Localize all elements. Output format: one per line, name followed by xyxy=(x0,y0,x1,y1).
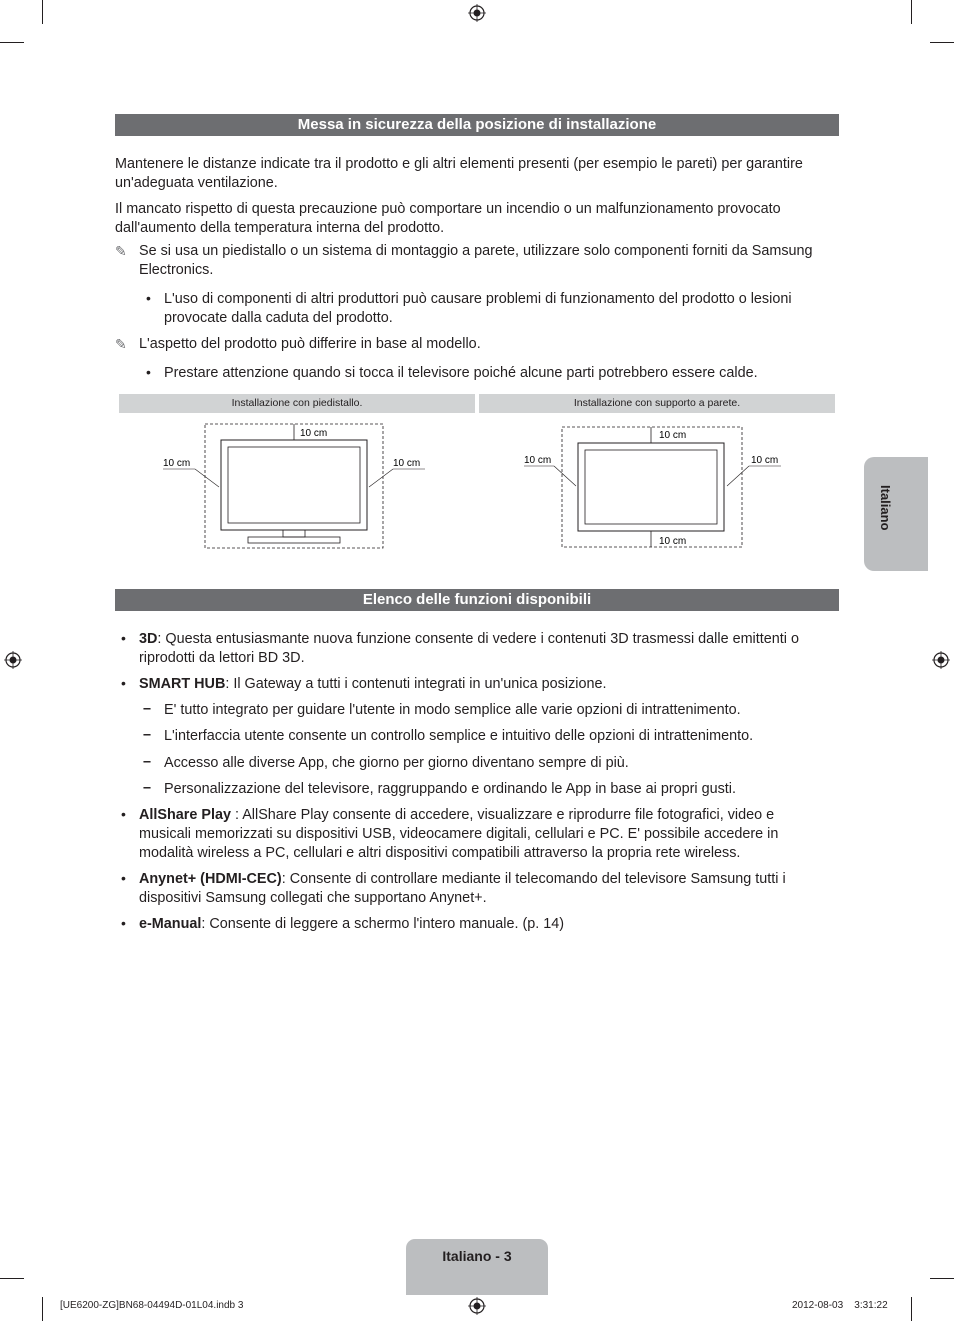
bullet-icon: • xyxy=(121,630,126,646)
bullet-icon: • xyxy=(146,364,151,380)
footer-timestamp: 2012-08-03 3:31:22 xyxy=(792,1300,888,1311)
feature-term: e-Manual xyxy=(139,916,202,932)
smart-hub-subitem: Personalizzazione del televisore, raggruppando e ordinando le App in base ai propri gusti. xyxy=(164,781,736,797)
wall-installation-diagram xyxy=(479,413,835,558)
paragraph-ventilation: Mantenere le distanze indicate tra il prodotto e gli altri elementi presenti (per esempio le pareti) per garantire un'adeguata ventilazione. xyxy=(115,156,803,191)
stand-installation-label: Installazione con piedistallo. xyxy=(119,394,475,413)
registration-mark-icon xyxy=(932,651,950,669)
bullet-hot-parts: Prestare attenzione quando si tocca il televisore poiché alcune parti potrebbero essere calde. xyxy=(164,365,758,381)
distance-label-right: 10 cm xyxy=(393,458,421,469)
feature-description: : Consente di leggere a schermo l'intero manuale. (p. 14) xyxy=(201,916,565,932)
bullet-icon: • xyxy=(121,870,126,886)
distance-label-top: 10 cm xyxy=(659,430,687,441)
language-side-tab xyxy=(864,457,928,571)
smart-hub-subitem: E' tutto integrato per guidare l'utente in modo semplice alle varie opzioni di intrattenimento. xyxy=(164,702,741,718)
page-number-tab xyxy=(406,1239,548,1295)
bullet-other-parts: L'uso di componenti di altri produttori può causare problemi di funzionamento del prodotto o lesioni provocate dalla caduta del prodotto. xyxy=(164,291,792,326)
distance-label-top: 10 cm xyxy=(300,428,328,439)
smart-hub-subitem: L'interfaccia utente consente un controllo semplice e intuitivo delle opzioni di intrattenimento. xyxy=(164,728,754,744)
distance-label-left: 10 cm xyxy=(524,455,552,466)
crop-mark xyxy=(0,42,24,43)
feature-description: : AllShare Play consente di accedere, visualizzare e riprodurre file fotografici, video e musicali memorizzati su dispositivi USB, videocamere digitali, cellulari e PC. E' possibile accedere in modalità wireless a PC, cellulari e altri dispositivi compatibili attraverso la propria rete wireless. xyxy=(139,807,779,861)
page-number: Italiano - 3 xyxy=(442,1248,512,1264)
bullet-icon: • xyxy=(121,806,126,822)
registration-mark-icon xyxy=(4,651,22,669)
feature-description: : Il Gateway a tutti i contenuti integrati in un'unica posizione. xyxy=(225,676,607,692)
bullet-icon: • xyxy=(121,915,126,931)
footer-file-info: [UE6200-ZG]BN68-04494D-01L04.indb 3 xyxy=(60,1300,244,1311)
feature-term: 3D xyxy=(139,631,158,647)
crop-mark xyxy=(911,1297,912,1321)
registration-mark-icon xyxy=(468,4,486,22)
note-icon: ✎ xyxy=(115,336,127,352)
dash-icon: – xyxy=(143,754,152,770)
crop-mark xyxy=(930,1278,954,1279)
feature-emanual xyxy=(139,915,844,934)
distance-label-right: 10 cm xyxy=(751,455,779,466)
feature-term: SMART HUB xyxy=(139,676,226,692)
side-tab-label: Italiano xyxy=(878,485,893,531)
smart-hub-subitem: Accesso alle diverse App, che giorno per giorno diventano sempre di più. xyxy=(164,755,629,771)
section-title-installation: Messa in sicurezza della posizione di installazione xyxy=(115,114,839,136)
registration-mark-icon xyxy=(468,1297,486,1315)
feature-smart-hub xyxy=(139,675,844,694)
crop-mark xyxy=(42,0,43,24)
feature-term: AllShare Play xyxy=(139,807,231,823)
distance-label-left: 10 cm xyxy=(163,458,191,469)
note-stand-wall: Se si usa un piedistallo o un sistema di montaggio a parete, utilizzare solo componenti forniti da Samsung Electronics. xyxy=(139,243,813,278)
crop-mark xyxy=(42,1297,43,1321)
feature-description: : Questa entusiasmante nuova funzione consente di vedere i contenuti 3D trasmessi dalle emittenti o riprodotti da lettori BD 3D. xyxy=(139,631,799,666)
dash-icon: – xyxy=(143,780,152,796)
note-icon: ✎ xyxy=(115,243,127,259)
feature-anynet xyxy=(139,870,844,908)
dash-icon: – xyxy=(143,727,152,743)
feature-3d xyxy=(139,630,844,668)
crop-mark xyxy=(911,0,912,24)
dash-icon: – xyxy=(143,701,152,717)
bullet-icon: • xyxy=(146,290,151,306)
feature-description: : Consente di controllare mediante il telecomando del televisore Samsung tutti i dispositivi Samsung collegati che supportano Anynet+. xyxy=(139,871,786,906)
feature-allshare xyxy=(139,806,829,863)
crop-mark xyxy=(930,42,954,43)
paragraph-warning: Il mancato rispetto di questa precauzione può comportare un incendio o un malfunzionamento provocato dall'aumento della temperatura interna del prodotto. xyxy=(115,201,781,236)
bullet-icon: • xyxy=(121,675,126,691)
distance-label-bottom: 10 cm xyxy=(659,536,687,547)
note-appearance: L'aspetto del prodotto può differire in base al modello. xyxy=(139,336,481,352)
stand-installation-diagram xyxy=(119,413,475,558)
feature-term: Anynet+ (HDMI-CEC) xyxy=(139,871,282,887)
section-title-features: Elenco delle funzioni disponibili xyxy=(115,589,839,611)
wall-installation-label: Installazione con supporto a parete. xyxy=(479,394,835,413)
crop-mark xyxy=(0,1278,24,1279)
